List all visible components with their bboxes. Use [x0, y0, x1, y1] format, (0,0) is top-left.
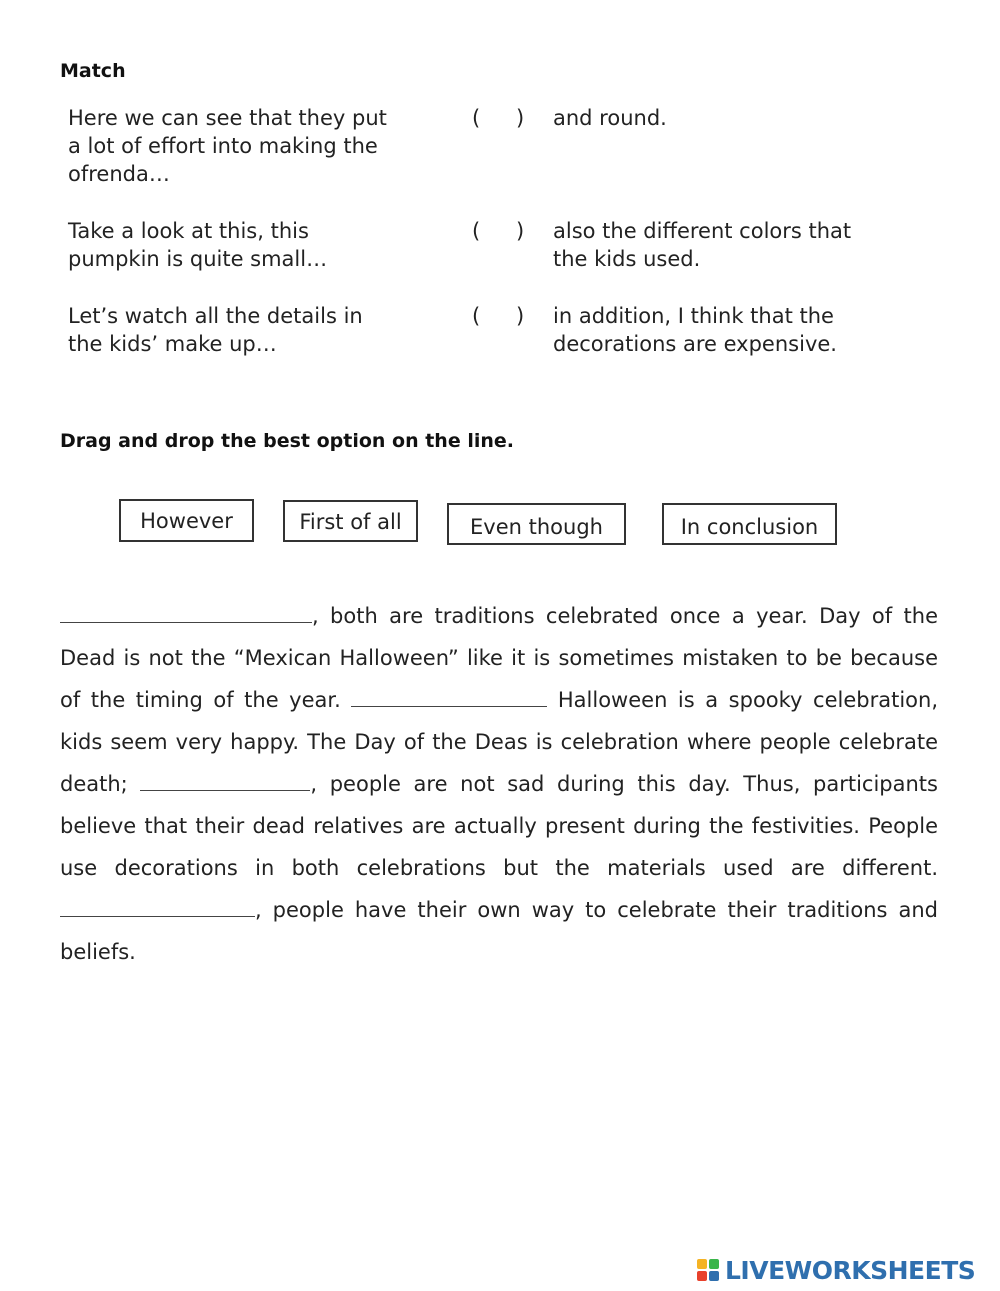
match-heading: Match [60, 60, 126, 82]
answer-paren-close[interactable]: ) [516, 106, 525, 130]
match-prompt: Here we can see that they put a lot of effort into making the ofrenda… [68, 106, 387, 186]
passage-text: , people are not sad during this day. Thus, participants believe that their dead relatives are actually present during the festivities. People use decorations in both celebrations but the materials used are different. [60, 772, 938, 880]
drag-option-in-conclusion[interactable]: In conclusion [662, 503, 837, 545]
match-prompt: Let’s watch all the details in the kids’ make up… [68, 304, 363, 356]
drop-blank-4[interactable] [60, 892, 255, 917]
drag-option-first-of-all[interactable]: First of all [283, 500, 418, 542]
drop-blank-3[interactable] [140, 766, 310, 791]
answer-paren-open[interactable]: ( [472, 304, 481, 328]
passage-text: Halloween is a spooky celebration, kids seem very happy. The Day of the Deas is celebration where people celebrate death; [60, 688, 938, 796]
match-prompt: Take a look at this, this pumpkin is quite small… [68, 219, 328, 271]
liveworksheets-brand-name: LIVEWORKSHEETS [725, 1255, 976, 1285]
liveworksheets-logo-icon [697, 1257, 723, 1283]
match-option: in addition, I think that the decorations are expensive. [553, 304, 837, 356]
answer-paren-open[interactable]: ( [472, 219, 481, 243]
match-option: also the different colors that the kids used. [553, 219, 852, 271]
drag-option-even-though[interactable]: Even though [447, 503, 626, 545]
liveworksheets-logo [697, 1253, 975, 1287]
match-option: and round. [553, 106, 667, 130]
drop-blank-2[interactable] [351, 682, 547, 707]
answer-paren-close[interactable]: ) [516, 219, 525, 243]
passage-text: , both are traditions celebrated once a year. Day of the Dead is not the “Mexican Halloween” like it is sometimes mistaken to be because of the timing of the year. [60, 604, 938, 712]
cloze-passage [60, 595, 938, 973]
passage-text: , people have their own way to celebrate their traditions and beliefs. [60, 898, 938, 964]
answer-paren-close[interactable]: ) [516, 304, 525, 328]
drag-option-however[interactable]: However [119, 499, 254, 542]
drag-drop-heading: Drag and drop the best option on the line. [60, 430, 514, 452]
drop-blank-1[interactable] [60, 598, 312, 623]
answer-paren-open[interactable]: ( [472, 106, 481, 130]
